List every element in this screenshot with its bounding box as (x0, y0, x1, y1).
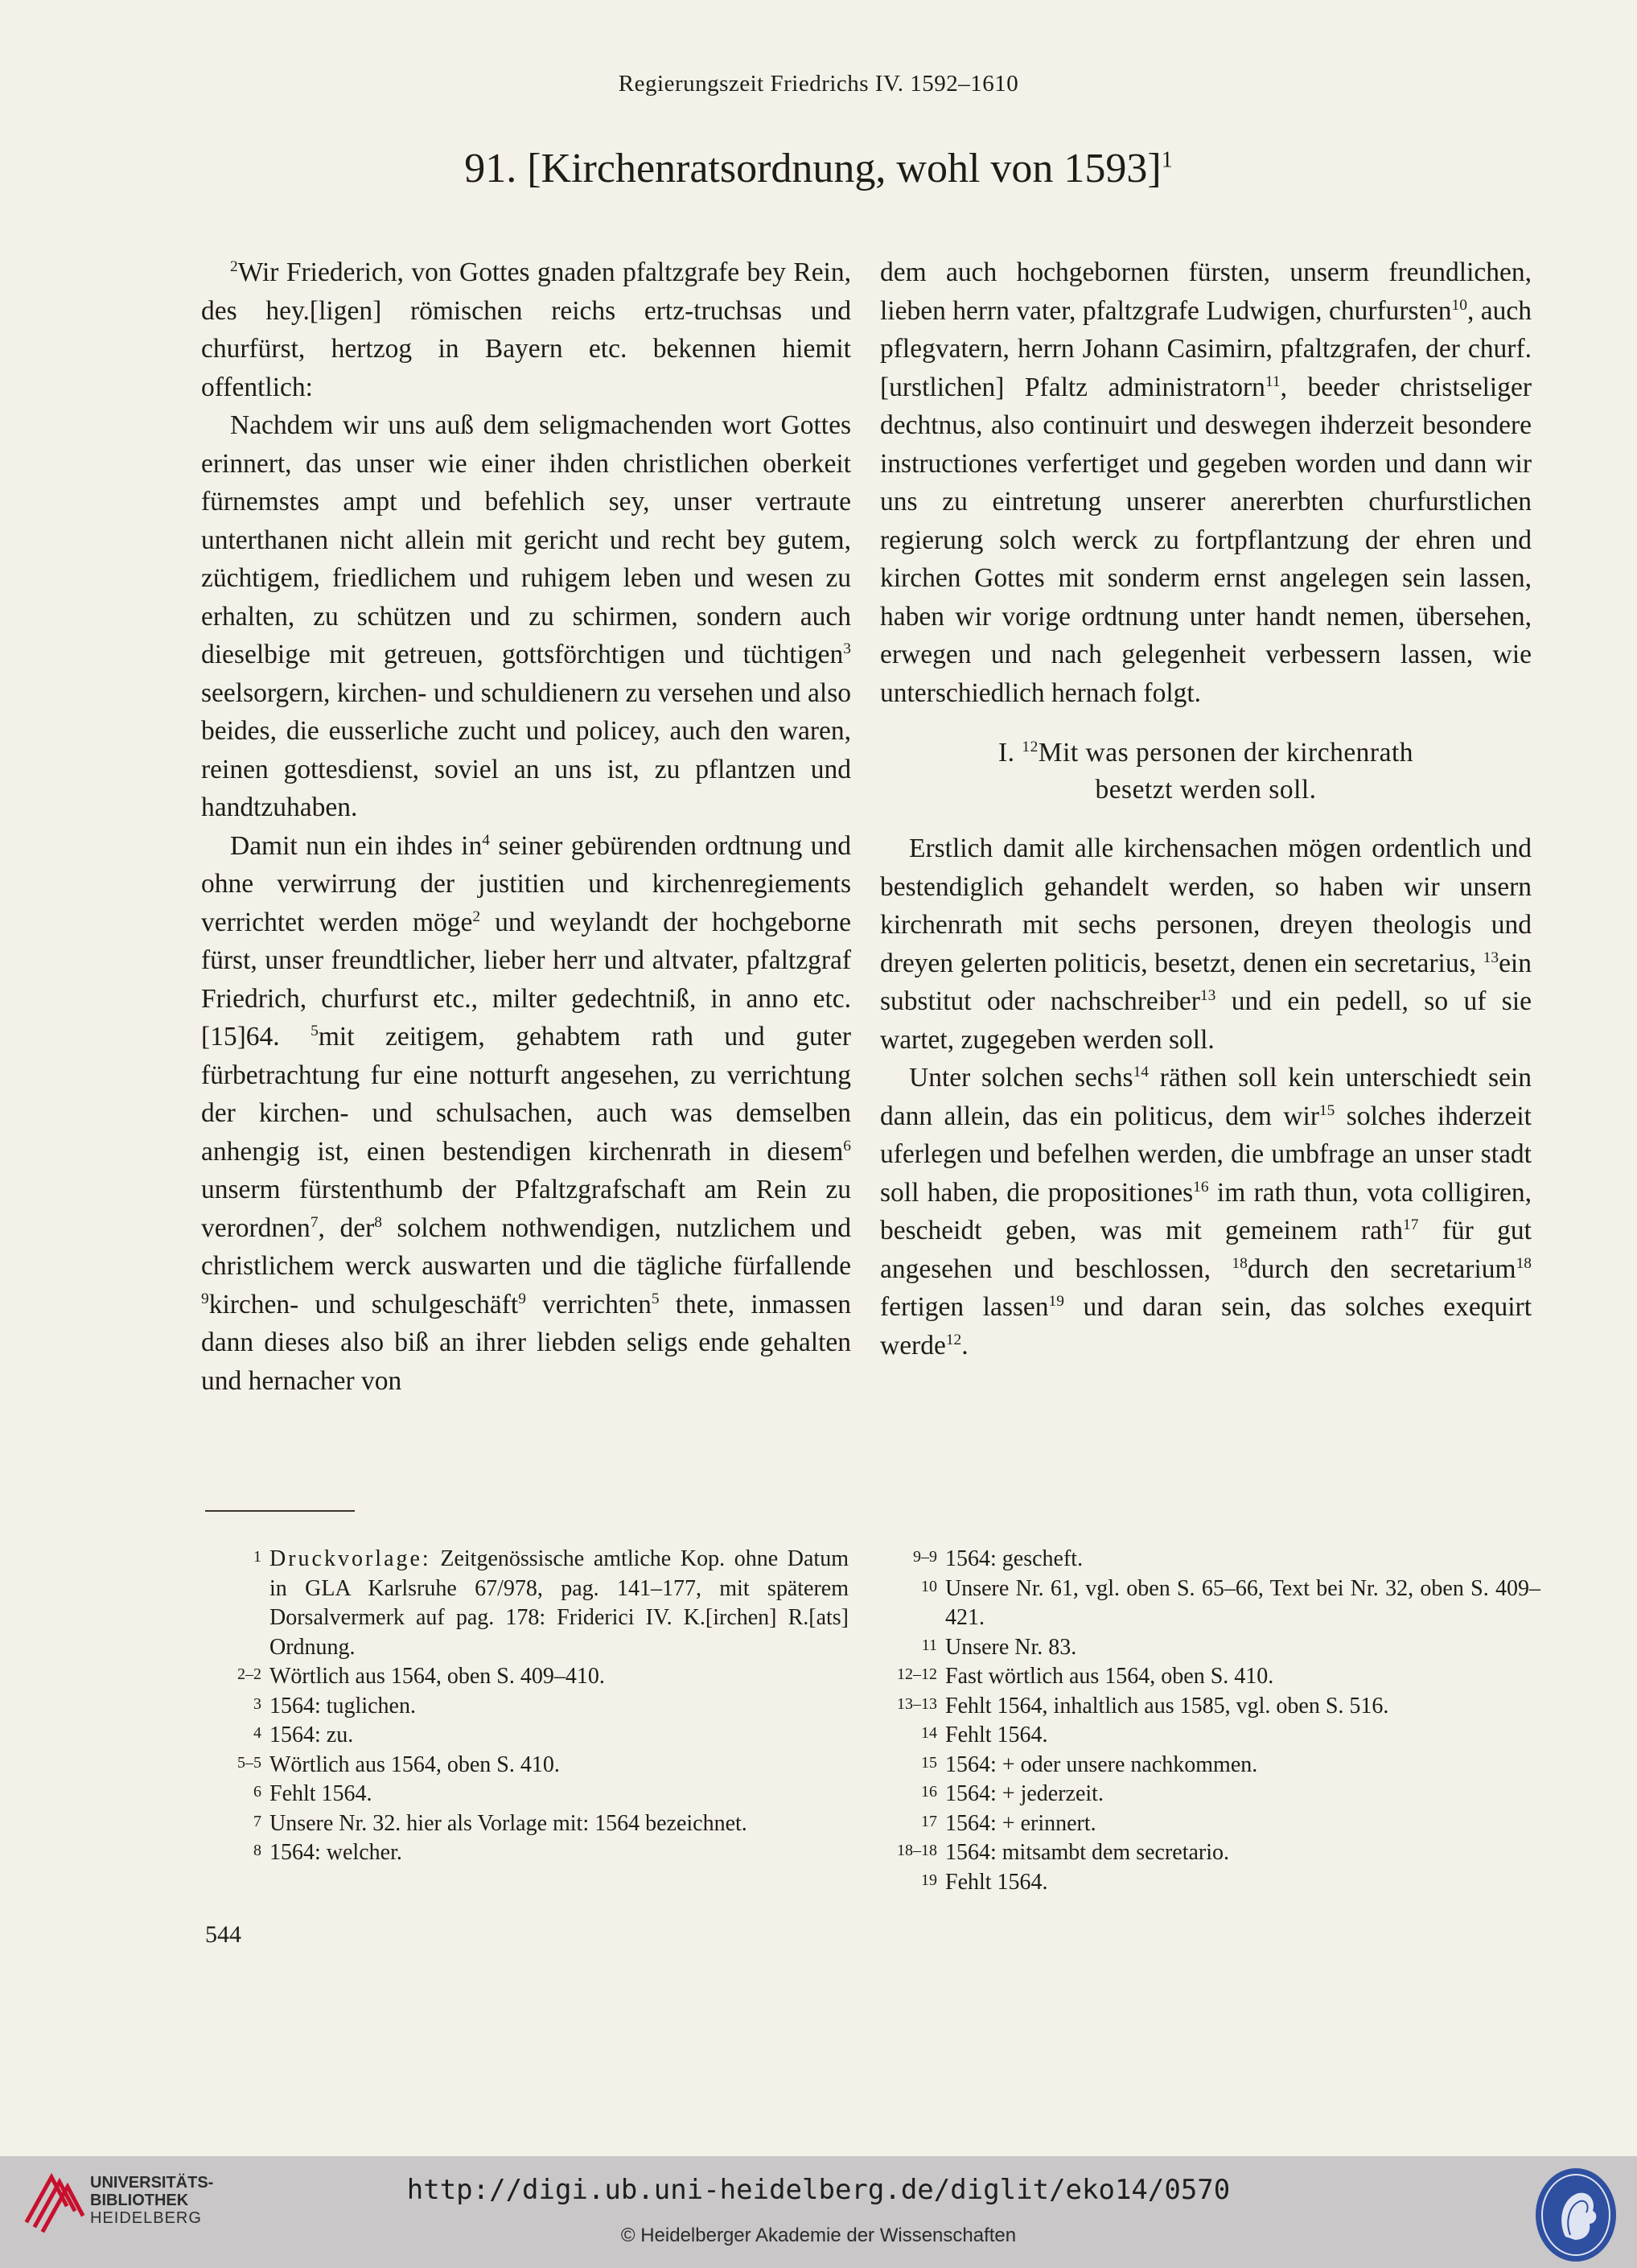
footnote (205, 1780, 849, 1809)
running-head: Regierungszeit Friedrichs IV. 1592–1610 (618, 71, 1019, 97)
text: . (961, 1330, 969, 1360)
footnotes-left (205, 1545, 849, 1868)
paragraph (880, 1059, 1532, 1365)
footnote-ref: 6 (843, 1137, 851, 1155)
footnote-ref: 17 (1403, 1216, 1419, 1233)
text: dem auch hochgebornen fürsten, unserm freundlichen, lieben herrn vater, pfaltzgrafe Ludwigen, churfursten (880, 257, 1532, 326)
footnote-ref: 18 (1232, 1254, 1248, 1272)
footnote-text: Unsere Nr. 61, vgl. oben S. 65–66, Text bei Nr. 32, oben S. 409–421. (945, 1575, 1540, 1630)
paragraph (201, 253, 851, 406)
footnote-number: 3 (253, 1694, 261, 1713)
text: für gut angesehen und beschlossen, (880, 1216, 1532, 1284)
permalink-url[interactable]: http://digi.ub.uni-heidelberg.de/diglit/eko14/0570 (406, 2174, 1231, 2206)
text: Nachdem wir uns auß dem seligmachenden wort Gottes erinnert, das unser wie einer ihden christlichen oberkeit fürnemstes ampt und befehlich sey, unser vertraute unterthanen nicht allein mit gericht und recht bey gutem, züchtigem, friedlichem und ruhigem leben und wesen zu erhalten, zu schützen und zu schirmen, sondern auch dieselbige mit getreuen, gottsförchtigen und tüchtigen (201, 410, 851, 669)
footnote-ref: 14 (1133, 1063, 1150, 1080)
footnote-text: 1564: mitsambt dem secretario. (945, 1840, 1230, 1865)
footnote-ref: 15 (1318, 1101, 1335, 1119)
footnote (881, 1545, 1540, 1574)
footnote (205, 1721, 849, 1751)
title-text: 91. [Kirchenratsordnung, wohl von 1593] (464, 146, 1162, 191)
footnote-ref: 2 (230, 257, 238, 275)
text: und daran sein, das solches exequirt werde (880, 1292, 1532, 1360)
footnote (205, 1751, 849, 1780)
footnote-text: 1564: + erinnert. (945, 1810, 1096, 1836)
footnote-text: Unsere Nr. 32. hier als Vorlage mit: 1564 bezeichnet. (269, 1810, 747, 1836)
footnote-number: 15 (921, 1753, 937, 1772)
text: , auch pflegvatern, herrn Johann Casimirn, pfaltzgrafen, der churf.[urstlichen] Pfaltz administratorn (880, 295, 1532, 402)
footnote (205, 1545, 849, 1662)
footnote-ref: 7 (310, 1213, 319, 1231)
footnote-ref: 12 (1022, 738, 1039, 755)
footnote (881, 1574, 1540, 1633)
footnote-text: 1564: zu. (269, 1723, 354, 1747)
text: Wir Friederich, von Gottes gnaden pfaltzgrafe bey Rein, des hey.[ligen] römischen reichs ertz-truchsas und churfürst, hertzog in Bayern etc. bekennen hiemit offentlich: (201, 257, 851, 402)
text: Damit nun ein ihdes in (230, 830, 483, 861)
text: Unter solchen sechs (909, 1063, 1133, 1093)
footnote-ref: 13 (1199, 986, 1216, 1004)
document-title (0, 145, 1637, 192)
footnote-text: Wörtlich aus 1564, oben S. 409–410. (269, 1664, 605, 1689)
section-title-line1: Mit was personen der kirchenrath (1038, 738, 1414, 768)
text: fertigen lassen (880, 1292, 1049, 1322)
footnote-number: 7 (253, 1812, 261, 1830)
footnote-text: 1564: tuglichen. (269, 1693, 416, 1718)
footnote-ref: 12 (945, 1331, 962, 1348)
logo-line: BIBLIOTHEK (90, 2192, 189, 2209)
footnote-number: 9–9 (913, 1548, 937, 1566)
footnote-number: 14 (921, 1724, 937, 1742)
footnote-text: 1564: + jederzeit. (945, 1781, 1104, 1806)
copyright-notice: © Heidelberger Akademie der Wissenschaften (620, 2225, 1017, 2246)
left-column (201, 253, 851, 1400)
footnote (881, 1692, 1540, 1722)
footnote-text: Fehlt 1564. (945, 1869, 1048, 1895)
text: , beeder christseliger dechtnus, also continuirt und deswegen ihderzeit besondere instructiones verfertiget und gegeben worden und dann wir uns zu eintretung unserer anererbten churfurstlichen regierung solch werck zu fortpflantzung der ehren und kirchen Gottes mit sonderm ernst angelegen sein lassen, haben wir vorige ordtnung unter handt nemen, übersehen, erwegen und nach gelegenheit verbessern lassen, wie unterschiedlich hernach folgt. (880, 372, 1532, 708)
footnote (881, 1780, 1540, 1809)
footnote-text: Fehlt 1564. (945, 1723, 1048, 1747)
text: unserm fürstenthumb der Pfaltzgrafschaft am Rein zu verordnen (201, 1175, 851, 1243)
text: und weylandt der hochgeborne fürst, unser freundtlicher, lieber herr und altvater, pfaltzgraf Friedrich, churfurst etc., milter gedechtniß, in anno etc. [15]64. (201, 907, 851, 1052)
text: ein substitut oder nachschreiber (880, 948, 1532, 1016)
footnote-ref: 11 (1265, 373, 1281, 390)
text: verrichten (525, 1289, 652, 1319)
title-footnote-ref: 1 (1161, 147, 1173, 173)
footnote-number: 10 (921, 1577, 937, 1595)
footnote-text (269, 1545, 849, 1662)
page-number: 544 (205, 1921, 241, 1948)
footnote-text: Wörtlich aus 1564, oben S. 410. (269, 1751, 560, 1777)
text: seiner gebürenden ordtnung und ohne verwirrung der justitien und kirchenregiements verrichtet werden möge (201, 830, 851, 937)
section-heading (880, 735, 1532, 809)
footnote-number: 19 (921, 1871, 937, 1889)
footnote-ref: 5 (311, 1022, 319, 1039)
footnote-ref: 13 (1483, 949, 1499, 966)
footnote-ref: 2 (472, 908, 481, 925)
footnote-text: Fehlt 1564. (269, 1781, 372, 1806)
footnote (881, 1721, 1540, 1751)
footnote (881, 1662, 1540, 1692)
footnote (205, 1692, 849, 1722)
footnote-ref: 9 (518, 1290, 526, 1307)
footnote (881, 1633, 1540, 1663)
footnote (881, 1838, 1540, 1868)
paragraph (201, 406, 851, 827)
footnote-text: Fehlt 1564, inhaltlich aus 1585, vgl. oben S. 516. (945, 1693, 1389, 1718)
footnote-ref: 3 (843, 640, 851, 657)
logo-line: HEIDELBERG (90, 2209, 202, 2227)
footnote (881, 1809, 1540, 1839)
footnote-ref: 10 (1451, 296, 1467, 314)
text: seelsorgern, kirchen- und schuldienern zu versehen und also beides, die eusserliche zucht und policey, auch den waren, reinen gottesdienst, soviel an uns ist, zu pflantzen und handtzuhaben. (201, 677, 851, 822)
footnote-number: 17 (921, 1812, 937, 1830)
footnote-number: 11 (921, 1636, 937, 1654)
section-title-line2: besetzt werden soll. (1095, 775, 1317, 805)
footnote-number: 18–18 (897, 1842, 937, 1859)
footnote (205, 1662, 849, 1692)
footnote-number: 5–5 (237, 1753, 261, 1772)
text: im rath thun, vota colligiren, bescheidt geben, was mit gemeinem rath (880, 1177, 1532, 1245)
footnote-divider (205, 1510, 355, 1512)
text: räthen soll kein unterschiedt sein dann allein, das ein politicus, dem wir (880, 1063, 1532, 1131)
footnote-ref: 4 (482, 831, 490, 849)
footnote-number: 1 (253, 1548, 261, 1566)
right-column (880, 253, 1532, 1365)
text: Erstlich damit alle kirchensachen mögen ordentlich und bestendiglich gehandelt werden, so haben wir unsern kirchenrath mit sechs personen, dreyen theologis und dreyen gelerten politicis, besetzt, denen ein secretarius, (880, 834, 1532, 978)
footnote-ref: 8 (374, 1213, 382, 1231)
footnote-ref: 16 (1193, 1178, 1209, 1196)
paragraph (201, 827, 851, 1401)
footnote-ref: 19 (1048, 1292, 1064, 1310)
footnote-number: 8 (253, 1842, 261, 1859)
footnote-number: 2–2 (237, 1665, 261, 1683)
footnote-ref: 18 (1516, 1254, 1532, 1272)
footnote-text: Unsere Nr. 83. (945, 1634, 1077, 1660)
paragraph (880, 253, 1532, 712)
text: solchem nothwendigen, nutzlichem und christlichem werck auswarten und die tägliche fürfallende (201, 1212, 851, 1281)
footnote-number: 16 (921, 1783, 937, 1801)
academy-seal-icon (1533, 2164, 1618, 2266)
footnote (881, 1868, 1540, 1898)
section-number: I. (997, 738, 1015, 768)
text: kirchen- und schulgeschäft (208, 1289, 519, 1319)
text: Zeitgenössische amtliche Kop. ohne Datum in GLA Karlsruhe 67/978, pag. 141–177, mit späterem Dorsalvermerk auf pag. 178: Friderici IV. K.[irchen] R.[ats] Ordnung. (269, 1546, 849, 1660)
footnote-text: 1564: welcher. (269, 1840, 402, 1865)
footnote-number: 13–13 (897, 1694, 937, 1713)
text: durch den secretarium (1247, 1253, 1516, 1284)
footnote-ref: 9 (201, 1290, 209, 1307)
footnote-text: 1564: gescheft. (945, 1546, 1084, 1571)
footnote-number: 4 (253, 1724, 261, 1742)
text: , der (318, 1212, 375, 1243)
paragraph (880, 829, 1532, 1059)
logo-line: UNIVERSITÄTS- (90, 2174, 214, 2192)
footnote-number: 12–12 (897, 1665, 937, 1683)
footnote (205, 1838, 849, 1868)
footnote-number: 6 (253, 1783, 261, 1801)
text: solches ihderzeit uferlegen und befelhen werden, die umbfrage an unser stadt soll haben, die propositiones (880, 1101, 1532, 1208)
footnote-ref: 5 (651, 1290, 660, 1307)
viewer-footer (0, 2156, 1637, 2268)
text: und ein pedell, so uf sie wartet, zugegeben werden soll. (880, 986, 1532, 1055)
footnote (881, 1751, 1540, 1780)
footnote-label: Druckvorlage: (269, 1546, 431, 1571)
footnote-text: 1564: + oder unsere nachkommen. (945, 1751, 1258, 1777)
footnote-text: Fast wörtlich aus 1564, oben S. 410. (945, 1664, 1274, 1689)
footnote (205, 1809, 849, 1839)
text: mit zeitigem, gehabtem rath und guter fürbetrachtung fur eine notturft angesehen, zu verrichtung der kirchen- und schulsachen, auch was demselben anhengig ist, einen bestendigen kirchenrath in diesem (201, 1022, 851, 1167)
footnotes-right (881, 1545, 1540, 1897)
text: thete, inmassen dann dieses also biß an ihrer liebden seligs ende gehalten und hernacher von (201, 1289, 851, 1396)
